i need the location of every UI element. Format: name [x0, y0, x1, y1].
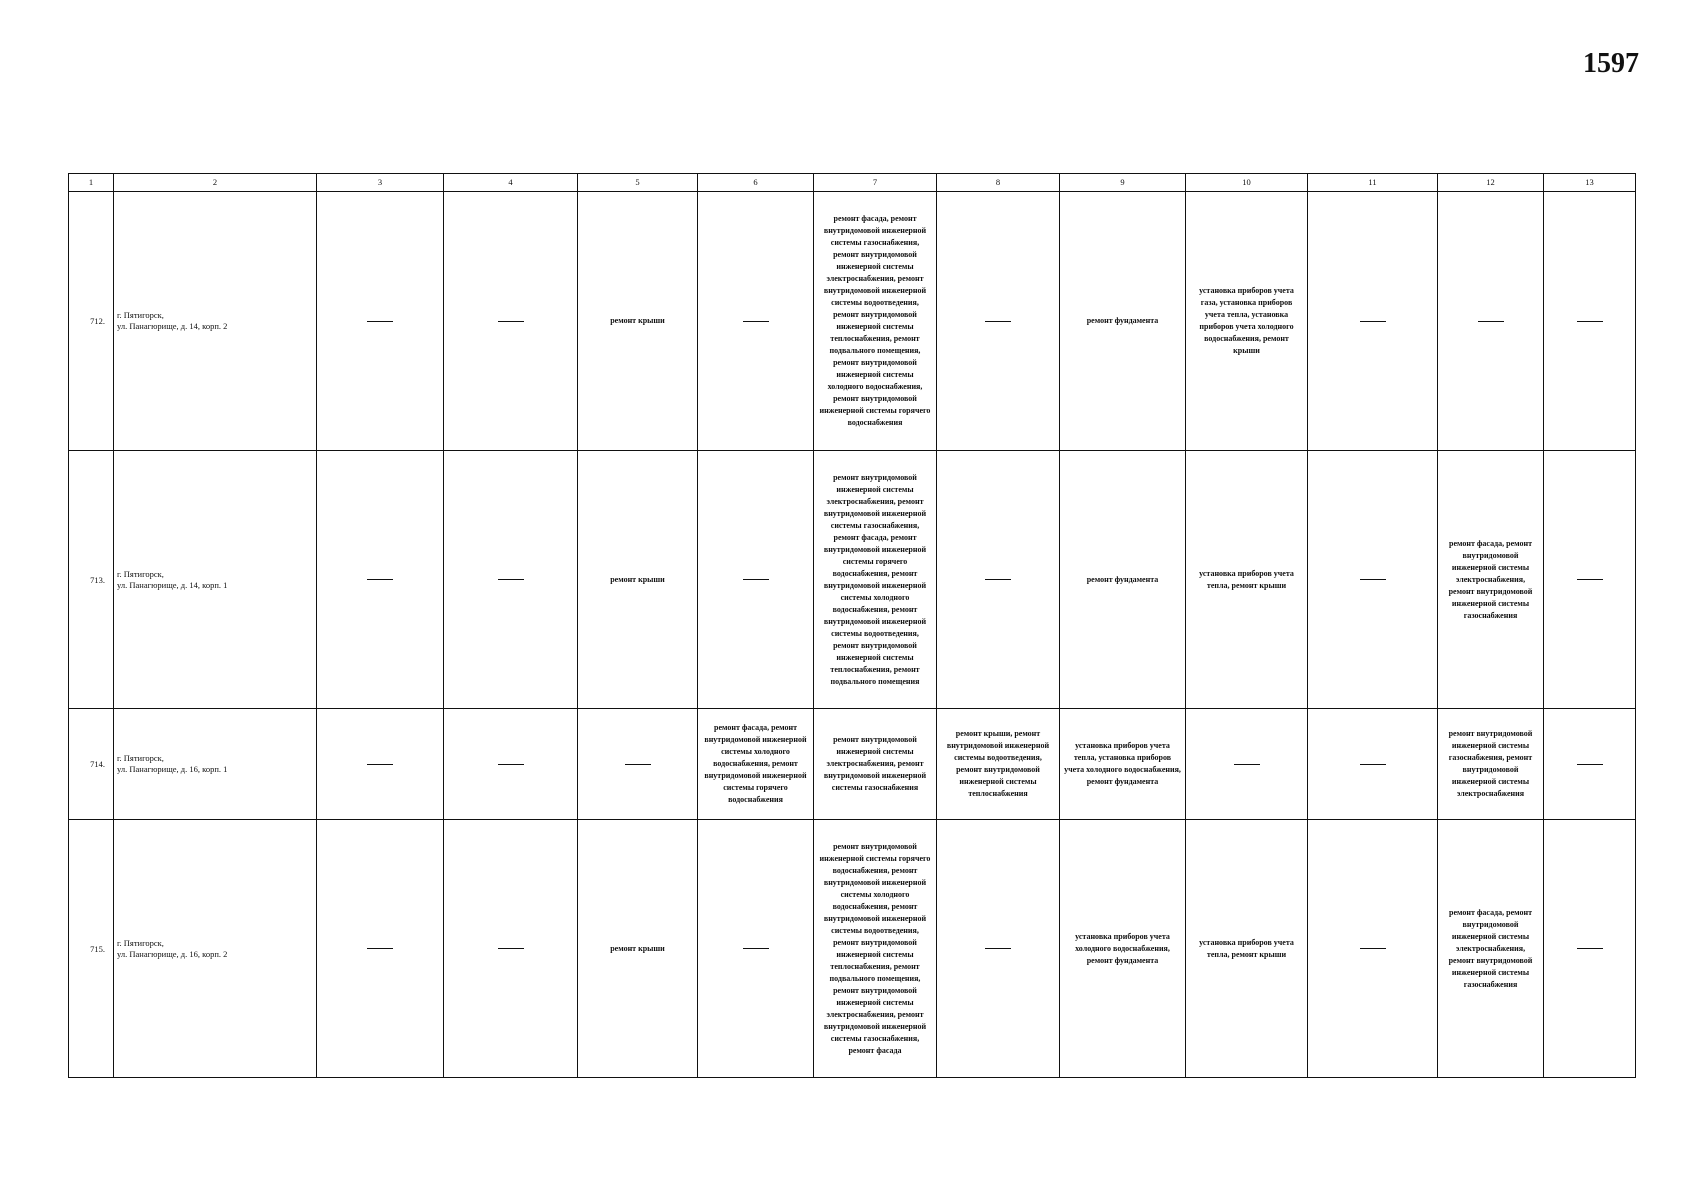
address-street: ул. Панагюрище, д. 16, корп. 1	[117, 764, 228, 774]
address-cell	[114, 451, 317, 709]
address-street: ул. Панагюрище, д. 14, корп. 2	[117, 321, 228, 331]
column-header: 8	[937, 174, 1060, 192]
work-cell: установка приборов учета тепла, установка приборов учета холодного водоснабжения, ремонт фундамента	[1060, 709, 1186, 820]
empty-cell	[937, 451, 1060, 709]
address-city: г. Пятигорск,	[117, 937, 164, 948]
dash-mark	[985, 579, 1011, 580]
empty-cell	[444, 709, 578, 820]
work-cell: ремонт фасада, ремонт внутридомовой инженерной системы холодного водоснабжения, ремонт внутридомовой инженерной системы горячего водоснабжения	[698, 709, 814, 820]
header-row	[69, 174, 1636, 192]
dash-mark	[498, 321, 524, 322]
work-cell: установка приборов учета холодного водоснабжения, ремонт фундамента	[1060, 820, 1186, 1078]
work-cell: ремонт внутридомовой инженерной системы горячего водоснабжения, ремонт внутридомовой инженерной системы холодного водоснабжения, ремонт внутридомовой инженерной системы водоотведения, ремонт внутридомовой инженерной системы теплоснабжения, ремонт подвального помещения, ремонт внутридомовой инженерной системы электроснабжения, ремонт внутридомовой инженерной системы газоснабжения, ремонт фасада	[814, 820, 937, 1078]
empty-cell	[1544, 820, 1636, 1078]
address-street: ул. Панагюрище, д. 14, корп. 1	[117, 579, 228, 590]
column-header: 10	[1186, 174, 1308, 192]
registry-table	[68, 173, 1636, 1078]
work-cell: ремонт внутридомовой инженерной системы электроснабжения, ремонт внутридомовой инженерной системы газоснабжения	[814, 709, 937, 820]
work-cell: ремонт внутридомовой инженерной системы электроснабжения, ремонт внутридомовой инженерной системы газоснабжения, ремонт фасада, ремонт внутридомовой инженерной системы горячего водоснабжения, ремонт внутридомовой инженерной системы холодного водоснабжения, ремонт внутридомовой инженерной системы водоотведения, ремонт внутридомовой инженерной системы теплоснабжения, ремонт подвального помещения	[814, 451, 937, 709]
dash-mark	[625, 764, 651, 765]
dash-mark	[1360, 321, 1386, 322]
empty-cell	[937, 820, 1060, 1078]
dash-mark	[743, 579, 769, 580]
dash-mark	[1577, 948, 1603, 949]
empty-cell	[1438, 192, 1544, 451]
empty-cell	[698, 192, 814, 451]
address-cell	[114, 709, 317, 820]
empty-cell	[1308, 709, 1438, 820]
dash-mark	[743, 321, 769, 322]
work-cell: ремонт крыши	[578, 451, 698, 709]
dash-mark	[1478, 321, 1504, 322]
empty-cell	[317, 820, 444, 1078]
column-header: 6	[698, 174, 814, 192]
row-number: 715.	[69, 820, 114, 1078]
table-row	[69, 709, 1636, 820]
dash-mark	[1360, 579, 1386, 580]
dash-mark	[498, 579, 524, 580]
empty-cell	[444, 192, 578, 451]
empty-cell	[1308, 192, 1438, 451]
address-cell	[114, 192, 317, 451]
address-city: г. Пятигорск,	[117, 568, 164, 579]
empty-cell	[317, 709, 444, 820]
work-cell: ремонт внутридомовой инженерной системы газоснабжения, ремонт внутридомовой инженерной системы электроснабжения	[1438, 709, 1544, 820]
dash-mark	[1577, 321, 1603, 322]
empty-cell	[578, 709, 698, 820]
work-cell: ремонт крыши, ремонт внутридомовой инженерной системы водоотведения, ремонт внутридомовой инженерной системы теплоснабжения	[937, 709, 1060, 820]
empty-cell	[444, 820, 578, 1078]
empty-cell	[317, 451, 444, 709]
dash-mark	[498, 948, 524, 949]
empty-cell	[1544, 709, 1636, 820]
empty-cell	[698, 451, 814, 709]
column-header: 13	[1544, 174, 1636, 192]
work-cell: ремонт крыши	[578, 192, 698, 451]
column-header: 4	[444, 174, 578, 192]
dash-mark	[1234, 764, 1260, 765]
address-city: г. Пятигорск,	[117, 753, 164, 763]
work-cell: установка приборов учета газа, установка приборов учета тепла, установка приборов учета холодного водоснабжения, ремонт крыши	[1186, 192, 1308, 451]
row-number: 714.	[69, 709, 114, 820]
column-header: 2	[114, 174, 317, 192]
row-number: 712.	[69, 192, 114, 451]
column-header: 3	[317, 174, 444, 192]
column-header: 12	[1438, 174, 1544, 192]
dash-mark	[1360, 948, 1386, 949]
work-cell: ремонт фасада, ремонт внутридомовой инженерной системы газоснабжения, ремонт внутридомовой инженерной системы электроснабжения, ремонт внутридомовой инженерной системы водоотведения, ремонт внутридомовой инженерной системы теплоснабжения, ремонт подвального помещения, ремонт внутридомовой инженерной системы холодного водоснабжения, ремонт внутридомовой инженерной системы горячего водоснабжения	[814, 192, 937, 451]
dash-mark	[1577, 579, 1603, 580]
empty-cell	[317, 192, 444, 451]
empty-cell	[1308, 820, 1438, 1078]
work-cell: установка приборов учета тепла, ремонт крыши	[1186, 451, 1308, 709]
empty-cell	[698, 820, 814, 1078]
table-row	[69, 820, 1636, 1078]
column-header: 5	[578, 174, 698, 192]
row-number: 713.	[69, 451, 114, 709]
dash-mark	[985, 948, 1011, 949]
table-row	[69, 451, 1636, 709]
dash-mark	[1577, 764, 1603, 765]
table-row	[69, 192, 1636, 451]
empty-cell	[1186, 709, 1308, 820]
empty-cell	[1544, 192, 1636, 451]
dash-mark	[985, 321, 1011, 322]
page-number: 1597	[1583, 48, 1639, 79]
column-header: 1	[69, 174, 114, 192]
dash-mark	[498, 764, 524, 765]
dash-mark	[367, 321, 393, 322]
address-city: г. Пятигорск,	[117, 310, 164, 320]
work-cell: установка приборов учета тепла, ремонт крыши	[1186, 820, 1308, 1078]
empty-cell	[937, 192, 1060, 451]
empty-cell	[1308, 451, 1438, 709]
dash-mark	[367, 948, 393, 949]
work-cell: ремонт фундамента	[1060, 192, 1186, 451]
dash-mark	[1360, 764, 1386, 765]
address-cell	[114, 820, 317, 1078]
column-header: 9	[1060, 174, 1186, 192]
address-street: ул. Панагюрище, д. 16, корп. 2	[117, 948, 228, 959]
empty-cell	[444, 451, 578, 709]
work-cell: ремонт фасада, ремонт внутридомовой инженерной системы электроснабжения, ремонт внутридомовой инженерной системы газоснабжения	[1438, 451, 1544, 709]
dash-mark	[367, 579, 393, 580]
column-header: 11	[1308, 174, 1438, 192]
column-header: 7	[814, 174, 937, 192]
work-cell: ремонт фасада, ремонт внутридомовой инженерной системы электроснабжения, ремонт внутридомовой инженерной системы газоснабжения	[1438, 820, 1544, 1078]
empty-cell	[1544, 451, 1636, 709]
work-cell: ремонт крыши	[578, 820, 698, 1078]
dash-mark	[743, 948, 769, 949]
dash-mark	[367, 764, 393, 765]
work-cell: ремонт фундамента	[1060, 451, 1186, 709]
